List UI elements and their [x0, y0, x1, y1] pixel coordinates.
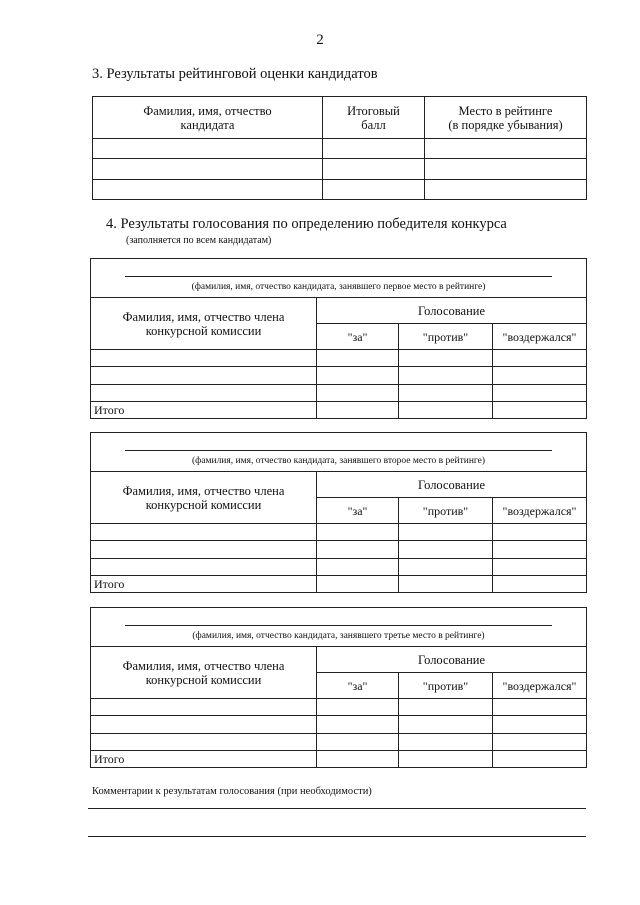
cell[interactable] [317, 385, 399, 402]
vote-abstain-header: "воздержался" [493, 673, 587, 699]
table-row [93, 180, 587, 200]
cell[interactable] [317, 716, 399, 734]
table-row [91, 367, 587, 385]
comment-line[interactable] [88, 836, 586, 837]
cell[interactable] [93, 139, 323, 159]
cell[interactable] [317, 751, 399, 768]
cell[interactable] [399, 402, 493, 419]
section4-title: 4. Результаты голосования по определению победителя конкурса [106, 216, 507, 232]
table-row [93, 159, 587, 180]
cell[interactable] [493, 716, 587, 734]
vote-table-first [90, 258, 587, 419]
cell[interactable] [493, 524, 587, 541]
cell[interactable] [399, 350, 493, 367]
cell[interactable] [399, 367, 493, 385]
table-row [91, 385, 587, 402]
vote-header: Голосование [317, 298, 587, 324]
cell[interactable] [317, 559, 399, 576]
table-row [91, 716, 587, 734]
rating-table [92, 96, 587, 200]
vote-header: Голосование [317, 647, 587, 673]
cell[interactable] [91, 367, 317, 385]
candidate-name-line [125, 450, 552, 451]
cell[interactable] [317, 734, 399, 751]
cell[interactable] [399, 699, 493, 716]
vote-against-header: "против" [399, 324, 493, 350]
vote-header: Голосование [317, 472, 587, 498]
table-row [91, 734, 587, 751]
cell[interactable] [91, 541, 317, 559]
candidate-caption-cell[interactable] [91, 259, 587, 298]
cell[interactable] [91, 699, 317, 716]
cell[interactable] [399, 559, 493, 576]
vote-for-header: "за" [317, 324, 399, 350]
cell[interactable] [399, 541, 493, 559]
total-row [91, 576, 587, 593]
cell[interactable] [425, 180, 587, 200]
table-row [91, 541, 587, 559]
cell[interactable] [317, 524, 399, 541]
cell[interactable] [493, 734, 587, 751]
cell[interactable] [91, 385, 317, 402]
page-number: 2 [316, 32, 324, 48]
total-label: Итого [91, 576, 317, 593]
total-row [91, 402, 587, 419]
vote-against-header: "против" [399, 673, 493, 699]
cell[interactable] [493, 350, 587, 367]
vote-abstain-header: "воздержался" [493, 324, 587, 350]
table-row [93, 139, 587, 159]
cell[interactable] [317, 541, 399, 559]
cell[interactable] [399, 385, 493, 402]
vote-against-header: "против" [399, 498, 493, 524]
cell[interactable] [493, 385, 587, 402]
cell[interactable] [493, 751, 587, 768]
cell[interactable] [91, 716, 317, 734]
member-header: Фамилия, имя, отчество члена конкурсной комиссии [91, 647, 317, 699]
cell[interactable] [317, 576, 399, 593]
table-row [91, 524, 587, 541]
cell[interactable] [399, 524, 493, 541]
cell[interactable] [399, 576, 493, 593]
total-label: Итого [91, 751, 317, 768]
cell[interactable] [323, 139, 425, 159]
vote-table-second [90, 432, 587, 593]
col-candidate-name: Фамилия, имя, отчество кандидата [93, 97, 323, 139]
cell[interactable] [91, 350, 317, 367]
cell[interactable] [93, 180, 323, 200]
cell[interactable] [399, 734, 493, 751]
candidate-caption-cell[interactable] [91, 608, 587, 647]
comment-line[interactable] [88, 808, 586, 809]
cell[interactable] [399, 716, 493, 734]
cell[interactable] [317, 350, 399, 367]
candidate-caption-cell[interactable] [91, 433, 587, 472]
candidate-caption: (фамилия, имя, отчество кандидата, занявшего второе место в рейтинге) [191, 456, 486, 466]
cell[interactable] [317, 402, 399, 419]
cell[interactable] [425, 159, 587, 180]
vote-for-header: "за" [317, 498, 399, 524]
col-rating-place: Место в рейтинге (в порядке убывания) [425, 97, 587, 139]
cell[interactable] [493, 402, 587, 419]
cell[interactable] [493, 367, 587, 385]
cell[interactable] [493, 576, 587, 593]
table-row [91, 559, 587, 576]
cell[interactable] [493, 559, 587, 576]
cell[interactable] [93, 159, 323, 180]
cell[interactable] [425, 139, 587, 159]
total-label: Итого [91, 402, 317, 419]
section3-title: 3. Результаты рейтинговой оценки кандидатов [92, 66, 378, 82]
member-header: Фамилия, имя, отчество члена конкурсной комиссии [91, 472, 317, 524]
col-total-score: Итоговый балл [323, 97, 425, 139]
cell[interactable] [323, 159, 425, 180]
table-row [91, 699, 587, 716]
vote-table-third [90, 607, 587, 768]
comments-label: Комментарии к результатам голосования (при необходимости) [92, 786, 372, 797]
cell[interactable] [493, 699, 587, 716]
vote-abstain-header: "воздержался" [493, 498, 587, 524]
member-header: Фамилия, имя, отчество члена конкурсной комиссии [91, 298, 317, 350]
cell[interactable] [317, 699, 399, 716]
total-row [91, 751, 587, 768]
candidate-caption: (фамилия, имя, отчество кандидата, занявшего третье место в рейтинге) [192, 631, 485, 641]
cell[interactable] [493, 541, 587, 559]
table-row [91, 350, 587, 367]
cell[interactable] [323, 180, 425, 200]
vote-for-header: "за" [317, 673, 399, 699]
candidate-name-line [125, 625, 552, 626]
cell[interactable] [317, 367, 399, 385]
cell[interactable] [399, 751, 493, 768]
cell[interactable] [91, 734, 317, 751]
cell[interactable] [91, 559, 317, 576]
candidate-caption: (фамилия, имя, отчество кандидата, занявшего первое место в рейтинге) [191, 282, 486, 292]
section4-note: (заполняется по всем кандидатам) [126, 235, 272, 246]
candidate-name-line [125, 276, 552, 277]
cell[interactable] [91, 524, 317, 541]
